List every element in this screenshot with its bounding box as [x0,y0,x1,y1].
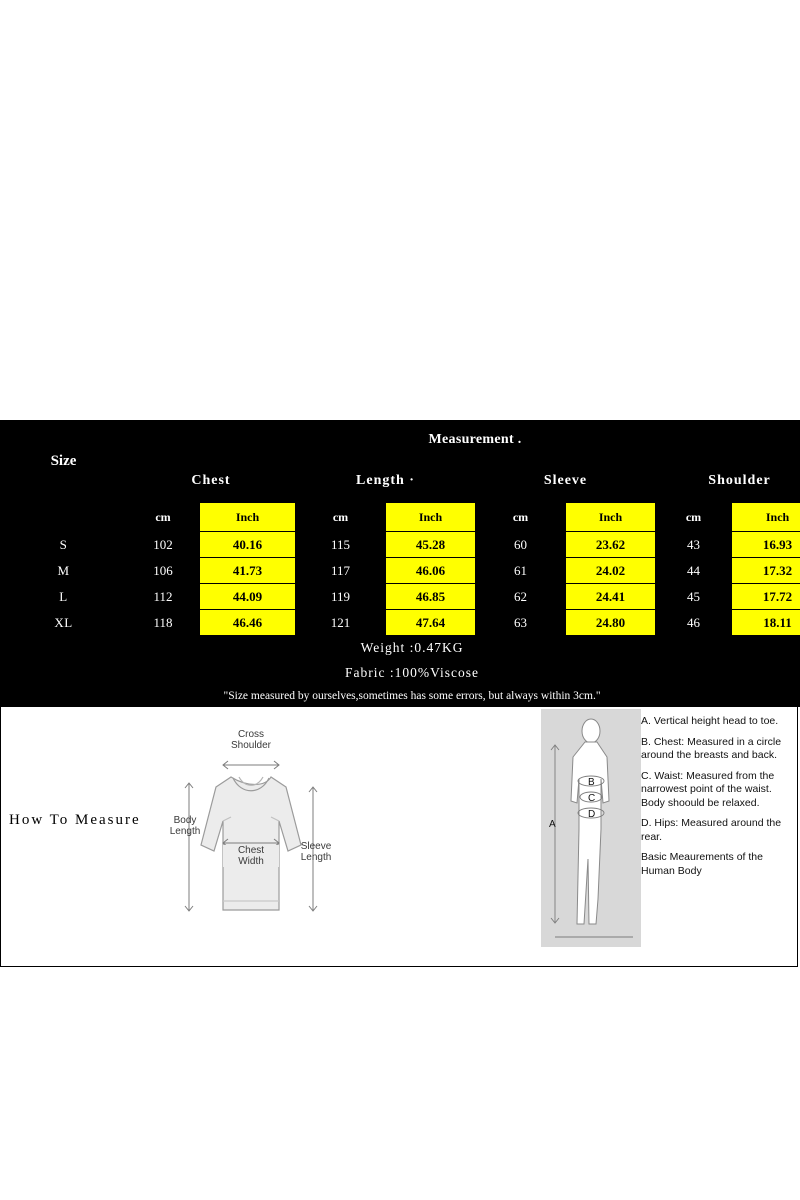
cell-sleeve-inch: 23.62 [566,532,656,558]
svg-text:C: C [588,793,596,804]
cell-sleeve-cm: 63 [476,610,566,636]
cell-shoulder-inch: 16.93 [732,532,800,558]
unit-shoulder-cm: cm [656,503,732,532]
table-header-row-1 [1,421,800,460]
fabric-row [1,661,800,686]
cell-chest-inch: 46.46 [200,610,296,636]
desc-d: D. Hips: Measured around the rear. [641,817,782,843]
unit-chest-inch: Inch [200,503,296,532]
cell-shoulder-inch: 17.72 [732,584,800,610]
body-measure-diagram [541,709,791,959]
cell-size: S [1,532,127,558]
cell-chest-inch: 40.16 [200,532,296,558]
cell-size: M [1,558,127,584]
cell-shoulder-cm: 45 [656,584,732,610]
cell-sleeve-cm: 60 [476,532,566,558]
cell-length-inch: 46.85 [386,584,476,610]
svg-text:B: B [588,777,595,788]
weight-row [1,636,800,661]
size-chart-sheet [0,420,800,967]
header-group-shoulder: Shoulder [656,460,800,503]
cell-chest-cm: 118 [127,610,200,636]
cell-chest-inch: 44.09 [200,584,296,610]
cell-sleeve-cm: 61 [476,558,566,584]
header-group-chest: Chest [127,460,296,503]
cell-sleeve-inch: 24.41 [566,584,656,610]
svg-text:A: A [549,819,556,830]
header-size: Size [1,421,127,503]
cell-length-cm: 115 [296,532,386,558]
cell-shoulder-cm: 46 [656,610,732,636]
svg-text:D: D [588,809,596,820]
cell-length-inch: 46.06 [386,558,476,584]
note-row [1,686,800,707]
weight-value: Weight :0.47KG [1,636,800,661]
unit-length-inch: Inch [386,503,476,532]
size-note: "Size measured by ourselves,sometimes has some errors, but always within 3cm." [1,686,800,707]
table-row [1,558,800,584]
label-body-length: Body Length [169,815,201,837]
unit-shoulder-inch: Inch [732,503,800,532]
desc-basic: Basic Meaurements of the Human Body [641,851,763,877]
cell-shoulder-cm: 44 [656,558,732,584]
cell-shoulder-inch: 18.11 [732,610,800,636]
cell-length-inch: 45.28 [386,532,476,558]
unit-chest-cm: cm [127,503,200,532]
cell-chest-inch: 41.73 [200,558,296,584]
unit-sleeve-cm: cm [476,503,566,532]
measurement-table [0,420,800,707]
label-cross-shoulder: Cross Shoulder [230,729,272,751]
desc-a: A. Vertical height head to toe. [641,715,779,727]
header-measurement: Measurement . [127,421,800,460]
table-row [1,610,800,636]
cell-sleeve-cm: 62 [476,584,566,610]
cell-chest-cm: 102 [127,532,200,558]
header-group-sleeve: Sleeve [476,460,656,503]
how-to-measure-title: How To Measure [9,812,141,828]
cell-sleeve-inch: 24.02 [566,558,656,584]
cell-shoulder-inch: 17.32 [732,558,800,584]
cell-chest-cm: 112 [127,584,200,610]
table-row [1,532,800,558]
garment-diagram [161,725,361,945]
how-to-measure-panel [0,707,798,967]
desc-c: C. Waist: Measured from the narrowest point of the waist. Body shoould be relaxed. [641,769,775,809]
cell-size: XL [1,610,127,636]
cell-length-cm: 119 [296,584,386,610]
cell-length-inch: 47.64 [386,610,476,636]
cell-chest-cm: 106 [127,558,200,584]
desc-b: B. Chest: Measured in a circle around the breasts and back. [641,735,782,761]
label-chest-width: Chest Width [223,845,279,867]
table-row [1,584,800,610]
header-group-length: Length · [296,460,476,503]
cell-sleeve-inch: 24.80 [566,610,656,636]
body-measure-descriptions [641,715,789,885]
label-sleeve-length: Sleeve Length [300,841,332,863]
table-unit-row [1,503,800,532]
cell-length-cm: 121 [296,610,386,636]
unit-sleeve-inch: Inch [566,503,656,532]
cell-shoulder-cm: 43 [656,532,732,558]
unit-size-blank [1,503,127,532]
cell-length-cm: 117 [296,558,386,584]
cell-size: L [1,584,127,610]
unit-length-cm: cm [296,503,386,532]
human-figure-svg [541,709,641,947]
fabric-value: Fabric :100%Viscose [1,661,800,686]
